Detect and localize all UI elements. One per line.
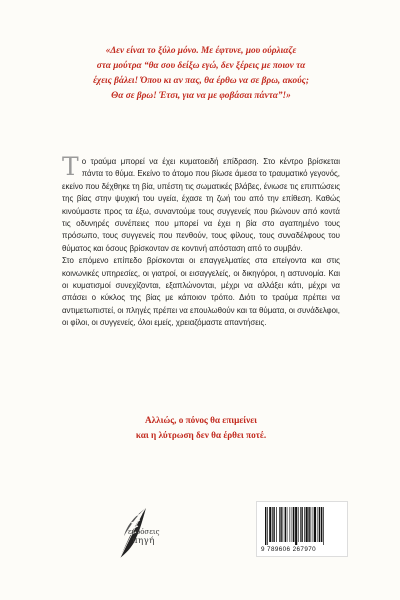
barcode-bar <box>276 507 277 542</box>
barcode-bar <box>300 507 301 542</box>
closing-statement <box>62 413 340 443</box>
barcode-bars-icon <box>263 507 343 545</box>
barcode-bar <box>292 507 293 542</box>
barcode-bar <box>290 507 291 542</box>
barcode-bar <box>265 507 266 545</box>
barcode-bar <box>273 507 274 542</box>
drop-cap: Τ <box>62 152 79 181</box>
blurb-paragraph-1 <box>62 152 340 255</box>
barcode-bar <box>298 507 299 542</box>
barcode-bar <box>313 507 314 542</box>
barcode-bar <box>314 507 316 542</box>
closing-line: Αλλιώς, ο πόνος θα επιμείνει <box>145 415 257 425</box>
closing-line: και η λύτρωση δεν θα έρθει ποτέ. <box>135 430 267 440</box>
isbn-barcode <box>256 501 348 557</box>
barcode-bar <box>308 507 309 542</box>
barcode-bar <box>279 507 280 542</box>
barcode-bar <box>323 507 324 545</box>
barcode-bar <box>306 507 308 542</box>
barcode-bar <box>311 507 312 542</box>
barcode-bar <box>267 507 268 545</box>
publisher-line-2: πηγή <box>132 536 155 546</box>
barcode-bar <box>272 507 273 542</box>
barcode-bar <box>318 507 319 542</box>
barcode-bar <box>269 507 271 542</box>
barcode-bar <box>304 507 305 542</box>
barcode-bar <box>295 507 297 545</box>
blurb-paragraph-2: Στο επόμενο επίπεδο βρίσκονται οι επαγγελματίες στα επείγοντα και στις κοινωνικές υπηρεσίες, οι γιατροί, οι εισαγγελείς, οι δικηγόροι, η αστυνομία. Και οι κυματισμοί συνεχίζονται, εξαπλώνονται, μέχρι να αλλάξει κάτι, μέχρι να σπάσει ο κύκλος της βίας με κάποιον τρόπο. Διότι το τραύμα πρέπει να αντιμετωπιστεί, οι πληγές πρέπει να επουλωθούν και τα θύματα, οι συνάδελφοι, οι φίλοι, οι συγγενείς, όλοι εμείς, χρειαζόμαστε απαντήσεις. <box>62 256 340 328</box>
blurb-body <box>62 152 340 330</box>
quote-line: «Δεν είναι το ξύλο μόνο. Με έφτυνε, μου ούρλιαζε <box>105 46 297 56</box>
barcode-bar <box>285 507 286 542</box>
barcode-bar <box>283 507 284 542</box>
quote-line: στα μούτρα “θα σου δείξω εγώ, δεν ξέρεις με ποιον τα <box>96 61 306 71</box>
publisher-line-1: εκδόσεις <box>128 528 160 536</box>
paragraph-text: ο τραύμα μπορεί να έχει κυματοειδή επίδραση. Στο κέντρο βρίσκεται πάντα το θύμα. Εκείνο το άτομο που βίωσε άμεσα το τραυματικό γεγονός, εκείνο που δέχθηκε τη βία, υπέστη τις σωματικές βλάβες, ένιωσε τις επιπτώσεις της βίας στην ψυχική του υγεία, έχασε τη ζωή του από την επίθεση. Καθώς κινούμαστε προς τα έξω, συναντούμε τους συγγενείς που βιώνουν από κοντά τις οδυνηρές συνέπειες που μπορεί να έχει η βία στο αγαπημένο τους πρόσωπο, τους συγγενείς που πενθούν, τους φίλους, τους συναδέλφους του θύματος και όσους βρίσκονταν σε κοντινή απόσταση από το συμβάν. <box>62 157 340 253</box>
pull-quote <box>62 44 340 104</box>
barcode-bar <box>293 507 294 542</box>
publisher-wordmark <box>128 528 160 546</box>
barcode-bar <box>319 507 320 542</box>
barcode-bar <box>280 507 281 542</box>
isbn-number: 9 789606 267970 <box>261 546 317 553</box>
quote-line: Θα σε βρω! Έτσι, για να με φοβάσαι πάντα”!» <box>111 91 291 101</box>
quote-line: έχεις βάλει! Όπου κι αν πας, θα έρθω να σε βρω, ακούς; <box>93 76 309 86</box>
barcode-bar <box>321 507 322 542</box>
barcode-bar <box>301 507 302 542</box>
barcode-bar <box>287 507 288 542</box>
